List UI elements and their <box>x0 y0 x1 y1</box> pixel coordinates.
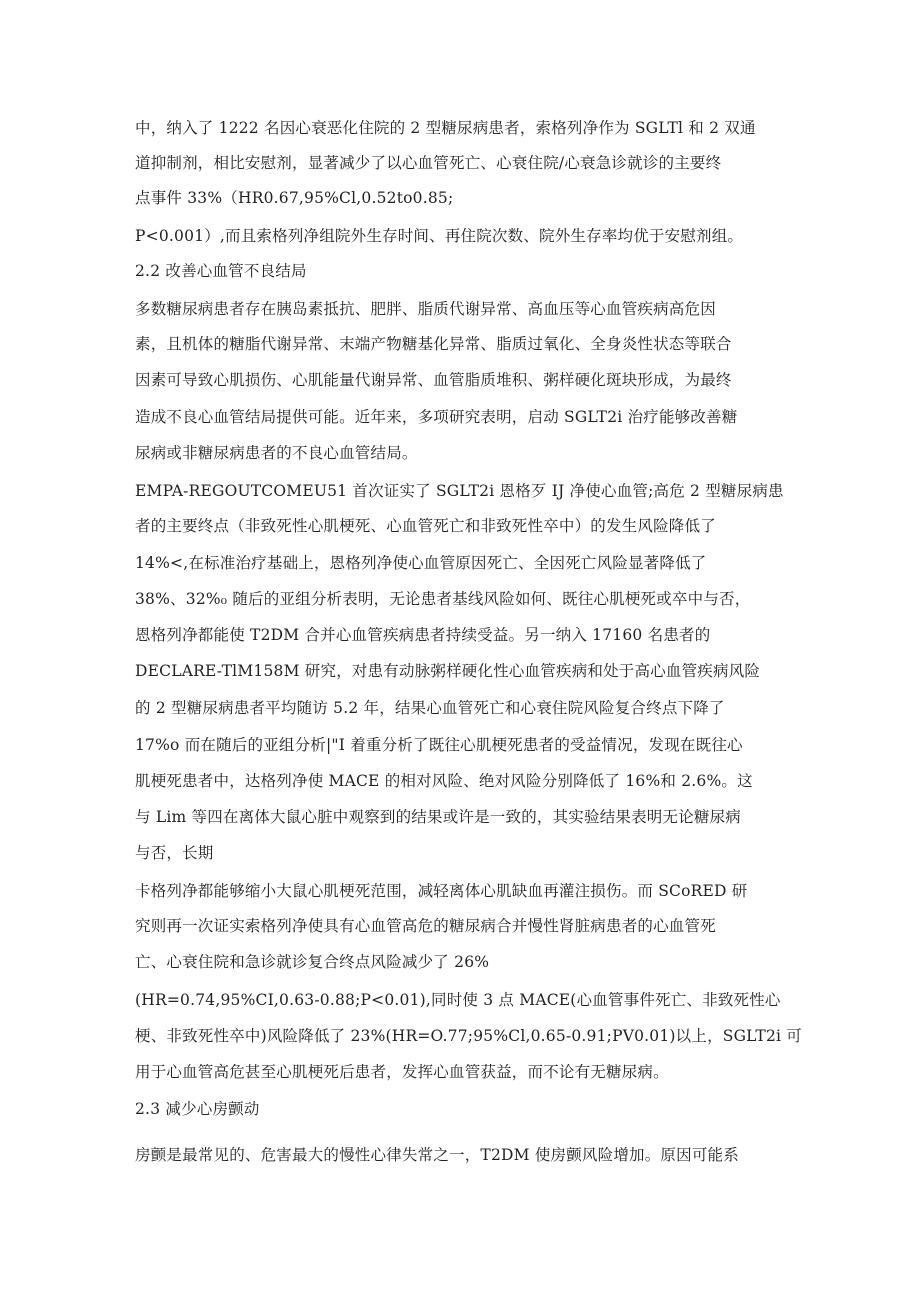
text-line: 多数糖尿病患者存在胰岛素抵抗、肥胖、脂质代谢异常、高血压等心血管疾病高危因 <box>135 300 716 318</box>
text-line: 者的主要终点（非致死性心肌梗死、心血管死亡和非致死性卒中）的发生风险降低了 <box>135 517 716 535</box>
text-line: 亡、心衰住院和急诊就诊复合终点风险减少了 26% <box>135 953 490 971</box>
section-heading: 2.2 改善心血管不良结局 <box>135 262 307 280</box>
text-line: 38%、32%₀ 随后的亚组分析表明，无论患者基线风险如何、既往心肌梗死或卒中与否， <box>135 590 751 608</box>
text-line: 恩格列净都能使 T2DM 合并心血管疾病患者持续受益。另一纳入 17160 名患者的 <box>135 626 711 644</box>
text-line: 素，且机体的糖脂代谢异常、末端产物糖基化异常、脂质过氧化、全身炎性状态等联合 <box>135 335 732 353</box>
text-line: 用于心血管高危甚至心肌梗死后患者，发挥心血管获益，而不论有无糖尿病。 <box>135 1063 669 1081</box>
text-line: (HR=0.74,95%CI,0.63-0.88;P<0.01),同时使 3 点 MACE(心血管事件死亡、非致死性心 <box>135 991 781 1009</box>
text-line: 因素可导致心肌损伤、心肌能量代谢异常、血管脂质堆积、粥样硬化斑块形成，为最终 <box>135 371 732 389</box>
text-line: 与否，长期 <box>135 844 214 862</box>
text-line: 的 2 型糖尿病患者平均随访 5.2 年，结果心血管死亡和心衰住院风险复合终点下降了 <box>135 699 725 717</box>
text-line: DECLARE-TlM158M 研究，对患有动脉粥样硬化性心血管疾病和处于高心血管疾病风险 <box>135 662 761 680</box>
text-line: 中，纳入了 1222 名因心衰恶化住院的 2 型糖尿病患者，索格列净作为 SGLTl 和 2 双通 <box>135 119 756 137</box>
text-line: 14%<,在标准治疗基础上，恩格列净使心血管原因死亡、全因死亡风险显著降低了 <box>135 554 707 572</box>
text-line: 点事件 33%（HR0.67,95%Cl,0.52to0.85; <box>135 189 454 207</box>
text-line: 17%o 而在随后的亚组分析|"I 着重分析了既往心肌梗死患者的受益情况，发现在既往心 <box>135 736 743 754</box>
text-line: 尿病或非糖尿病患者的不良心血管结局。 <box>135 444 418 462</box>
text-line: 肌梗死患者中，达格列净使 MACE 的相对风险、绝对风险分别降低了 16%和 2.6%。这 <box>135 772 753 790</box>
text-line: 究则再一次证实索格列净使具有心血管高危的糖尿病合并慢性肾脏病患者的心血管死 <box>135 917 716 935</box>
text-line: 房颤是最常见的、危害最大的慢性心律失常之一，T2DM 使房颤风险增加。原因可能系 <box>135 1146 739 1164</box>
text-line: 梗、非致死性卒中)风险降低了 23%(HR=O.77;95%Cl,0.65-0.91;PV0.01)以上，SGLT2i 可 <box>135 1027 802 1045</box>
text-line: 与 Lim 等四在离体大鼠心脏中观察到的结果或许是一致的，其实验结果表明无论糖尿病 <box>135 808 742 826</box>
text-line: EMPA-REGOUTCOMEU51 首次证实了 SGLT2i 恩格歹 IJ 净使心血管;高危 2 型糖尿病患 <box>135 482 784 500</box>
section-heading: 2.3 减少心房颤动 <box>135 1100 260 1118</box>
text-line: P<0.001）,而且索格列净组院外生存时间、再住院次数、院外生存率均优于安慰剂组。 <box>135 227 744 245</box>
text-line: 道抑制剂，相比安慰剂，显著减少了以心血管死亡、心衰住院/心衰急诊就诊的主要终 <box>135 154 722 172</box>
text-line: 造成不良心血管结局提供可能。近年来，多项研究表明，启动 SGLT2i 治疗能够改善糖 <box>135 408 738 426</box>
text-line: 卡格列净都能够缩小大鼠心肌梗死范围，减轻离体心肌缺血再灌注损伤。而 SCoRED 研 <box>135 882 748 900</box>
